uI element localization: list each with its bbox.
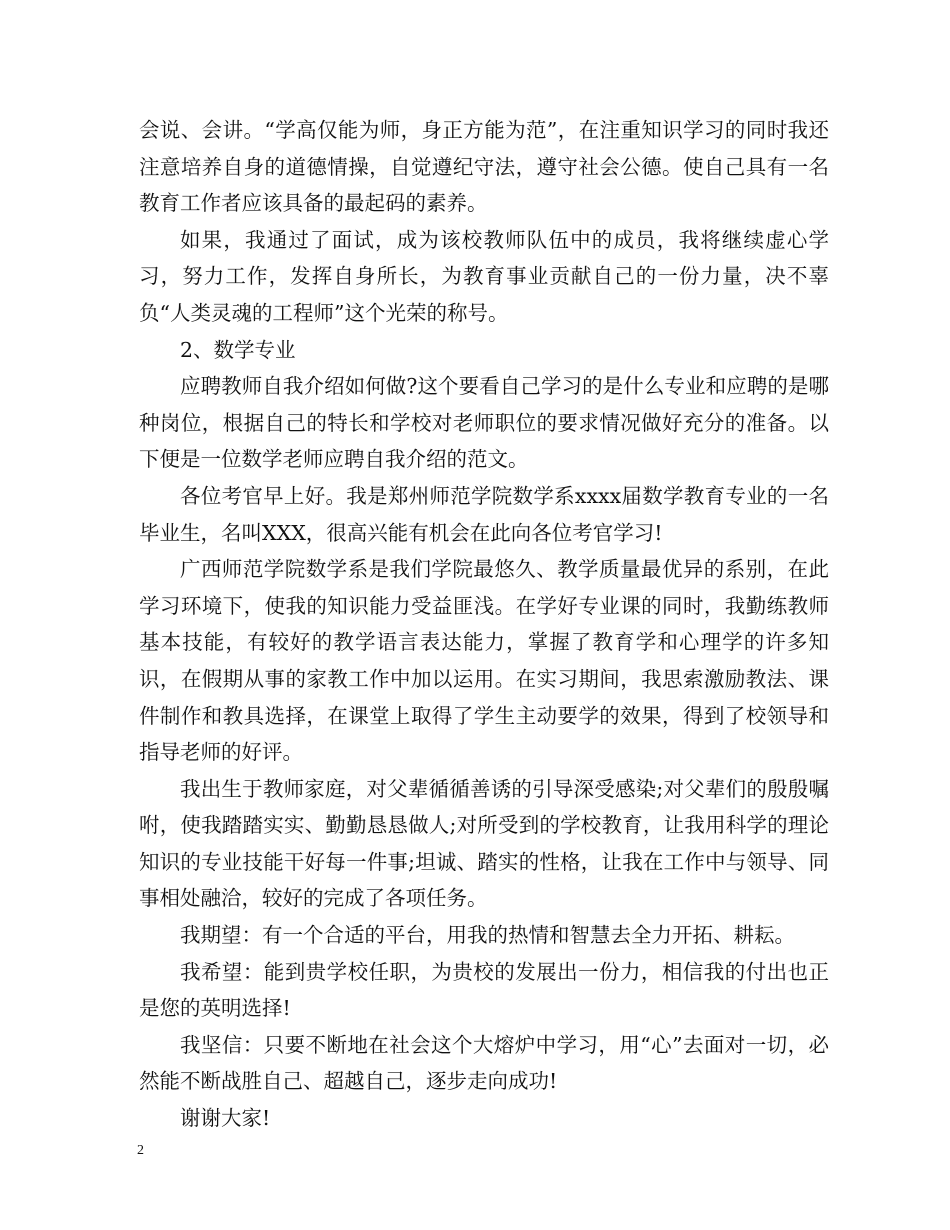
paragraph-belief: 我坚信：只要不断地在社会这个大熔炉中学习，用“心”去面对一切，必然能不断战胜自己、超越自己，逐步走向成功! bbox=[139, 1032, 829, 1094]
paragraph-greeting: 各位考官早上好。我是郑州师范学院数学系xxxx届数学教育专业的一名毕业生，名叫XXX，很高兴能有机会在此向各位考官学习! bbox=[139, 483, 829, 545]
paragraph-continued: 会说、会讲。“学高仅能为师，身正方能为范”，在注重知识学习的同时我还注意培养自身的道德情操，自觉遵纪守法，遵守社会公德。使自己具有一名教育工作者应该具备的最起码的素养。 bbox=[139, 118, 829, 216]
paragraph-expectation: 我期望：有一个合适的平台，用我的热情和智慧去全力开拓、耕耘。 bbox=[180, 923, 795, 948]
paragraph-thanks: 谢谢大家! bbox=[180, 1106, 271, 1131]
paragraph-study-experience: 广西师范学院数学系是我们学院最悠久、教学质量最优异的系别，在此学习环境下，使我的知识能力受益匪浅。在学好专业课的同时，我勤练教师基本技能，有较好的教学语言表达能力，掌握了教育学和心理学的许多知识，在假期从事的家教工作中加以运用。在实习期间，我思索激励教法、课件制作和教具选择，在课堂上取得了学生主动要学的效果，得到了校领导和指导老师的好评。 bbox=[139, 557, 829, 765]
paragraph-interview-pledge: 如果，我通过了面试，成为该校教师队伍中的成员，我将继续虚心学习，努力工作，发挥自身所长，为教育事业贡献自己的一份力量，决不辜负“人类灵魂的工程师”这个光荣的称号。 bbox=[139, 227, 829, 325]
paragraph-hope: 我希望：能到贵学校任职，为贵校的发展出一份力，相信我的付出也正是您的英明选择! bbox=[139, 959, 829, 1021]
page-number: 2 bbox=[137, 1143, 144, 1158]
paragraph-intro-guide: 应聘教师自我介绍如何做?这个要看自己学习的是什么专业和应聘的是哪种岗位，根据自己的特长和学校对老师职位的要求情况做好充分的准备。以下便是一位数学老师应聘自我介绍的范文。 bbox=[139, 374, 829, 472]
section-heading-math: 2、数学专业 bbox=[180, 337, 296, 362]
paragraph-family-background: 我出生于教师家庭，对父辈循循善诱的引导深受感染;对父辈们的殷殷嘱咐，使我踏踏实实、勤勤恳恳做人;对所受到的学校教育，让我用科学的理论知识的专业技能干好每一件事;坦诚、踏实的性格，让我在工作中与领导、同事相处融洽，较好的完成了各项任务。 bbox=[139, 776, 829, 911]
document-body bbox=[139, 112, 829, 1137]
